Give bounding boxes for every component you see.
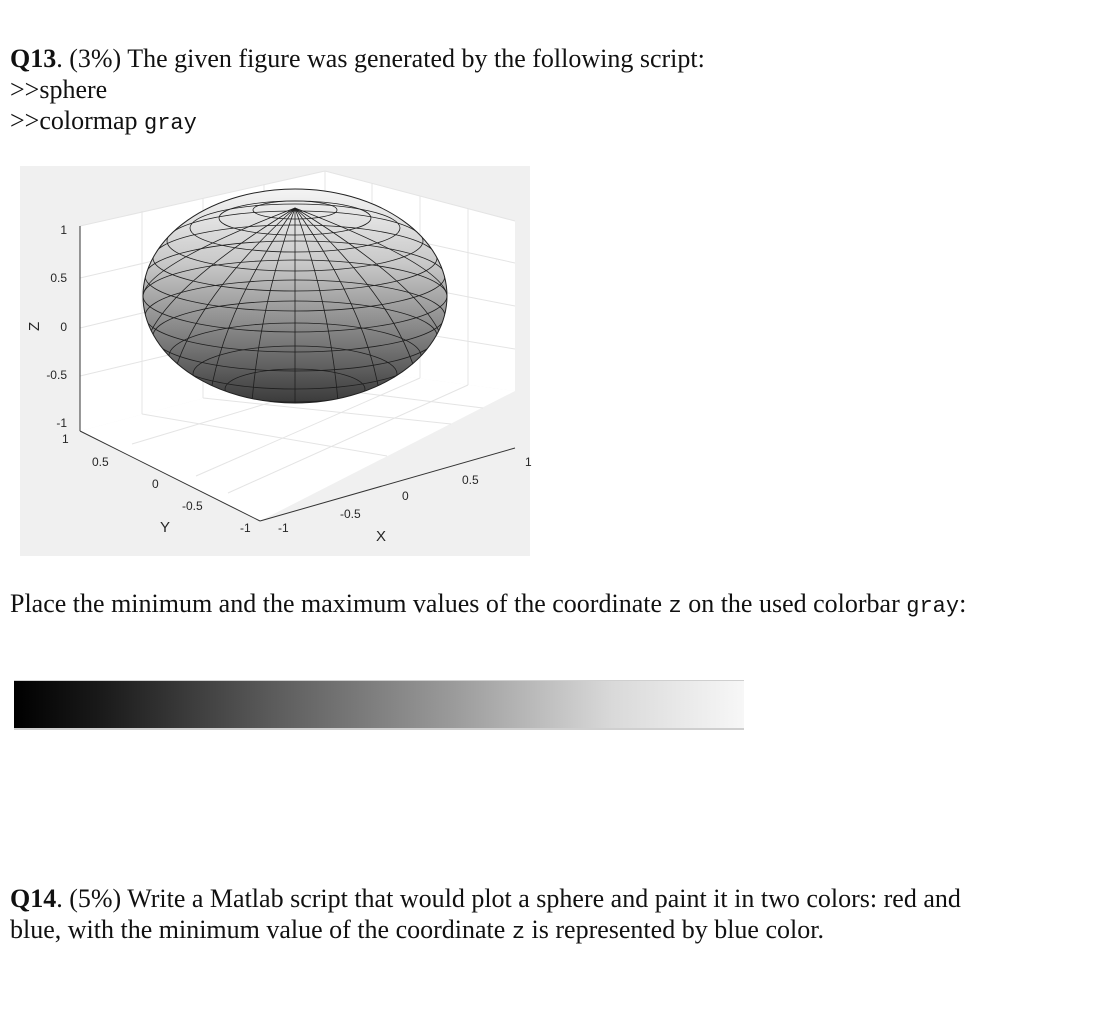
q14-line2-var: z [511, 920, 526, 945]
x-axis-label: X [376, 528, 387, 545]
z-tick-label: -0.5 [46, 368, 67, 382]
z-tick-label: 1 [60, 223, 67, 237]
colorbar-instruction [10, 588, 966, 622]
instruction-suffix: : [959, 589, 967, 618]
z-ticks [46, 223, 67, 430]
q13-heading [10, 43, 705, 74]
q14-number: Q14 [10, 884, 57, 913]
y-tick-label: 1 [62, 432, 69, 446]
x-tick-label: 0 [402, 489, 409, 503]
sphere-figure [20, 166, 530, 556]
sphere-plot [20, 166, 530, 556]
q13-heading-text: . (3%) The given figure was generated by the following script: [56, 44, 705, 73]
instruction-middle: on the used colorbar [681, 589, 907, 618]
instruction-prefix: Place the minimum and the maximum values of the coordinate [10, 589, 669, 618]
y-axis-label: Y [160, 519, 171, 536]
q14-line2-suffix: is represented by blue color. [525, 915, 824, 944]
z-tick-label: -1 [56, 416, 67, 430]
z-tick-label: 0 [60, 320, 67, 334]
q14-line2 [10, 914, 824, 948]
script-line-sphere: >>sphere [10, 75, 108, 104]
z-tick-label: 0.5 [50, 271, 67, 285]
y-tick-label: -1 [240, 521, 251, 535]
gray-colorbar [14, 680, 744, 730]
y-tick-label: 0 [152, 477, 159, 491]
q14-heading [10, 883, 961, 914]
y-tick-label: -0.5 [182, 499, 203, 513]
q14-line1-text: . (5%) Write a Matlab script that would plot a sphere and paint it in two colors: red and [56, 884, 961, 913]
x-tick-label: 1 [525, 455, 532, 469]
script-colormap-cmd: >>colormap [10, 106, 145, 135]
y-tick-label: 0.5 [92, 455, 109, 469]
instruction-colormap: gray [906, 594, 960, 619]
x-tick-label: -0.5 [340, 507, 361, 521]
instruction-var: z [668, 594, 682, 619]
q13-number: Q13 [10, 44, 57, 73]
x-tick-label: -1 [278, 521, 289, 535]
script-line-colormap [10, 105, 197, 139]
z-axis-label: Z [26, 321, 43, 331]
script-colormap-arg: gray [144, 111, 197, 136]
x-tick-label: 0.5 [462, 473, 479, 487]
q14-line2-prefix: blue, with the minimum value of the coordinate [10, 915, 512, 944]
